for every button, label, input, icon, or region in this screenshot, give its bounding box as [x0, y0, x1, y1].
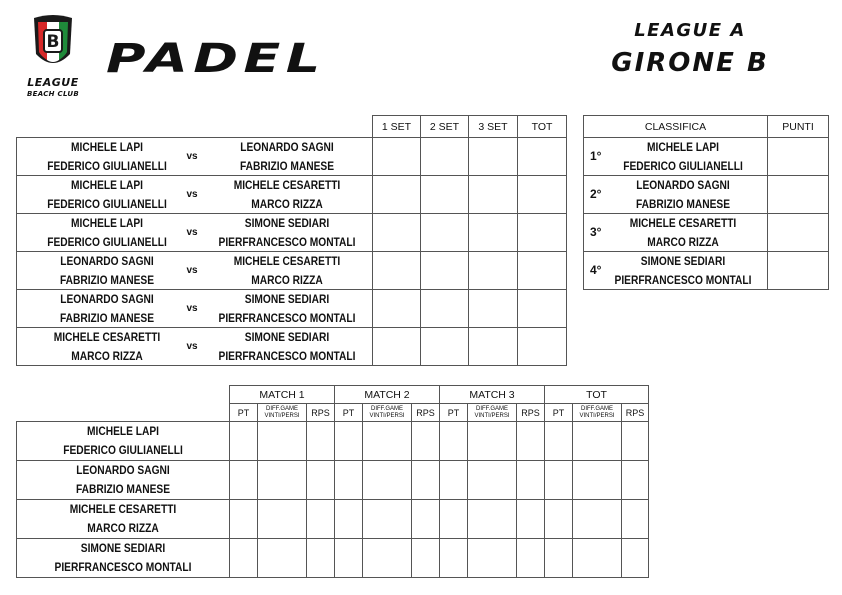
- team-player-2: FABRIZIO MANESE: [635, 197, 731, 211]
- score-cell[interactable]: [335, 500, 363, 539]
- match-row: [17, 328, 567, 366]
- logo-beach-club-text: BEACH CLUB: [27, 90, 79, 98]
- standings-team: [611, 214, 756, 252]
- score-cell[interactable]: [573, 539, 622, 578]
- away-player-1: MICHELE CESARETTI: [233, 254, 341, 268]
- summary-table: [16, 385, 649, 578]
- score-cell[interactable]: [363, 500, 412, 539]
- match-3-header: MATCH 3: [440, 386, 545, 404]
- diff-game-header: [468, 404, 517, 422]
- team-player-1: MICHELE CESARETTI: [69, 502, 177, 516]
- punti-header: PUNTI: [768, 116, 829, 138]
- team-player-2: FEDERICO GIULIANELLI: [63, 443, 183, 457]
- score-cell[interactable]: [440, 500, 468, 539]
- home-team: [31, 138, 184, 176]
- match-row: [17, 214, 567, 252]
- team-player-1: LEONARDO SAGNI: [636, 178, 730, 192]
- match-teams-cell: [17, 252, 373, 290]
- rank-position: 2°: [590, 187, 602, 201]
- vs-label: vs: [186, 151, 198, 162]
- col-header-tot: TOT: [518, 116, 567, 138]
- col-header-set-2: 2 SET: [421, 116, 469, 138]
- summary-team-row: [17, 500, 649, 539]
- set-2-score-cell[interactable]: [421, 290, 469, 328]
- score-cell[interactable]: [573, 500, 622, 539]
- set-3-score-cell[interactable]: [469, 138, 518, 176]
- vs-label: vs: [186, 265, 198, 276]
- col-header-set-1: 1 SET: [373, 116, 421, 138]
- standings-row: [584, 214, 829, 252]
- standings-team-cell: [584, 138, 768, 176]
- set-1-score-cell[interactable]: [373, 214, 421, 252]
- team-player-1: LEONARDO SAGNI: [76, 463, 170, 477]
- home-player-2: FEDERICO GIULIANELLI: [47, 197, 167, 211]
- score-cell[interactable]: [468, 539, 517, 578]
- score-cell[interactable]: [573, 422, 622, 461]
- score-cell[interactable]: [335, 461, 363, 500]
- home-player-1: MICHELE LAPI: [71, 216, 143, 230]
- summary-team-row: [17, 539, 649, 578]
- team-player-1: MICHELE CESARETTI: [629, 216, 737, 230]
- score-cell[interactable]: [307, 500, 335, 539]
- score-cell[interactable]: [230, 500, 258, 539]
- vinti-persi-label: VINTI/PERSI: [474, 412, 510, 419]
- score-cell[interactable]: [545, 422, 573, 461]
- home-player-2: FEDERICO GIULIANELLI: [47, 159, 167, 173]
- score-cell[interactable]: [545, 539, 573, 578]
- rps-header: RPS: [412, 404, 440, 422]
- team-player-1: MICHELE LAPI: [87, 424, 159, 438]
- score-cell[interactable]: [440, 539, 468, 578]
- team-player-2: PIERFRANCESCO MONTALI: [614, 273, 752, 287]
- score-cell[interactable]: [258, 461, 307, 500]
- score-cell[interactable]: [363, 461, 412, 500]
- total-score-cell[interactable]: [518, 252, 567, 290]
- score-cell[interactable]: [440, 461, 468, 500]
- score-cell[interactable]: [468, 461, 517, 500]
- summary-group-header-row: [17, 386, 649, 404]
- score-cell[interactable]: [517, 461, 545, 500]
- score-cell[interactable]: [412, 500, 440, 539]
- home-player-2: FEDERICO GIULIANELLI: [47, 235, 167, 249]
- away-player-2: MARCO RIZZA: [251, 197, 323, 211]
- standings-header-row: [584, 116, 829, 138]
- away-team: [215, 328, 360, 366]
- classifica-header: CLASSIFICA: [584, 116, 768, 138]
- away-team: [215, 252, 360, 290]
- match-2-header: MATCH 2: [335, 386, 440, 404]
- score-cell[interactable]: [335, 422, 363, 461]
- rps-header: RPS: [517, 404, 545, 422]
- match-teams-cell: [17, 290, 373, 328]
- standings-team-cell: [584, 214, 768, 252]
- score-cell[interactable]: [307, 461, 335, 500]
- set-3-score-cell[interactable]: [469, 214, 518, 252]
- set-3-score-cell[interactable]: [469, 290, 518, 328]
- total-score-cell[interactable]: [518, 328, 567, 366]
- match-row: [17, 290, 567, 328]
- home-player-1: MICHELE CESARETTI: [53, 330, 161, 344]
- set-3-score-cell[interactable]: [469, 176, 518, 214]
- match-1-header: MATCH 1: [230, 386, 335, 404]
- team-player-1: MICHELE LAPI: [647, 140, 719, 154]
- score-cell[interactable]: [517, 422, 545, 461]
- standings-team-cell: [584, 176, 768, 214]
- standings-row: [584, 176, 829, 214]
- home-team: [31, 252, 184, 290]
- standings-table: [583, 115, 829, 290]
- home-player-1: MICHELE LAPI: [71, 178, 143, 192]
- team-player-1: SIMONE SEDIARI: [640, 254, 726, 268]
- home-player-1: LEONARDO SAGNI: [60, 254, 154, 268]
- set-1-score-cell[interactable]: [373, 290, 421, 328]
- standings-team: [611, 138, 756, 176]
- standings-row: [584, 252, 829, 290]
- away-player-2: MARCO RIZZA: [251, 273, 323, 287]
- team-player-2: FABRIZIO MANESE: [75, 482, 171, 496]
- set-2-score-cell[interactable]: [421, 214, 469, 252]
- away-team: [215, 214, 360, 252]
- vs-label: vs: [186, 303, 198, 314]
- away-team: [215, 176, 360, 214]
- score-cell[interactable]: [307, 539, 335, 578]
- standings-team-cell: [584, 252, 768, 290]
- total-score-cell[interactable]: [518, 214, 567, 252]
- away-player-1: SIMONE SEDIARI: [244, 216, 330, 230]
- total-score-cell[interactable]: [518, 138, 567, 176]
- score-cell[interactable]: [622, 422, 649, 461]
- away-team: [215, 138, 360, 176]
- score-cell[interactable]: [335, 539, 363, 578]
- score-cell[interactable]: [622, 461, 649, 500]
- score-cell[interactable]: [545, 500, 573, 539]
- points-cell[interactable]: [768, 138, 829, 176]
- score-cell[interactable]: [412, 539, 440, 578]
- matches-header-row: [17, 116, 567, 138]
- score-cell[interactable]: [573, 461, 622, 500]
- logo-league-text: LEAGUE: [27, 76, 79, 89]
- total-score-cell[interactable]: [518, 176, 567, 214]
- set-3-score-cell[interactable]: [469, 328, 518, 366]
- points-cell[interactable]: [768, 176, 829, 214]
- away-player-2: PIERFRANCESCO MONTALI: [218, 311, 356, 325]
- rps-header: RPS: [307, 404, 335, 422]
- team-player-2: FEDERICO GIULIANELLI: [623, 159, 743, 173]
- score-cell[interactable]: [545, 461, 573, 500]
- vs-label: vs: [186, 189, 198, 200]
- home-player-1: MICHELE LAPI: [71, 140, 143, 154]
- match-teams-cell: [17, 214, 373, 252]
- set-2-score-cell[interactable]: [421, 252, 469, 290]
- match-teams-cell: [17, 176, 373, 214]
- home-team: [31, 214, 184, 252]
- home-player-2: MARCO RIZZA: [71, 349, 143, 363]
- score-cell[interactable]: [230, 422, 258, 461]
- set-2-score-cell[interactable]: [421, 138, 469, 176]
- col-header-set-3: 3 SET: [469, 116, 518, 138]
- home-team: [31, 290, 184, 328]
- set-2-score-cell[interactable]: [421, 176, 469, 214]
- summary-sub-header-row: [17, 404, 649, 422]
- rank-position: 4°: [590, 263, 602, 277]
- score-cell[interactable]: [468, 422, 517, 461]
- tot-header: TOT: [545, 386, 649, 404]
- team-player-1: SIMONE SEDIARI: [80, 541, 166, 555]
- group-title: GIRONE B: [611, 48, 769, 78]
- away-player-2: PIERFRANCESCO MONTALI: [218, 349, 356, 363]
- summary-team-row: [17, 461, 649, 500]
- team-player-2: MARCO RIZZA: [647, 235, 719, 249]
- summary-team-cell: [17, 461, 230, 500]
- match-teams-cell: [17, 328, 373, 366]
- score-cell[interactable]: [517, 500, 545, 539]
- set-1-score-cell[interactable]: [373, 176, 421, 214]
- home-team: [31, 176, 184, 214]
- away-player-1: MICHELE CESARETTI: [233, 178, 341, 192]
- set-1-score-cell[interactable]: [373, 138, 421, 176]
- summary-team-cell: [17, 422, 230, 461]
- home-team: [31, 328, 184, 366]
- diff-game-label: DIFF.GAME: [580, 405, 613, 412]
- diff-game-label: DIFF.GAME: [370, 405, 403, 412]
- score-cell[interactable]: [412, 461, 440, 500]
- score-cell[interactable]: [258, 500, 307, 539]
- summary-team-row: [17, 422, 649, 461]
- away-player-2: PIERFRANCESCO MONTALI: [218, 235, 356, 249]
- set-1-score-cell[interactable]: [373, 328, 421, 366]
- team-player-2: PIERFRANCESCO MONTALI: [54, 560, 192, 574]
- diff-game-header: [363, 404, 412, 422]
- match-row: [17, 252, 567, 290]
- away-player-2: FABRIZIO MANESE: [239, 159, 335, 173]
- score-cell[interactable]: [412, 422, 440, 461]
- away-player-1: SIMONE SEDIARI: [244, 292, 330, 306]
- standings-row: [584, 138, 829, 176]
- away-team: [215, 290, 360, 328]
- summary-team-cell: [17, 500, 230, 539]
- summary-team-cell: [17, 539, 230, 578]
- score-cell[interactable]: [622, 539, 649, 578]
- match-row: [17, 176, 567, 214]
- score-cell[interactable]: [440, 422, 468, 461]
- diff-game-header: [573, 404, 622, 422]
- diff-game-label: DIFF.GAME: [475, 405, 508, 412]
- score-cell[interactable]: [622, 500, 649, 539]
- match-teams-cell: [17, 138, 373, 176]
- home-player-2: FABRIZIO MANESE: [59, 311, 155, 325]
- vinti-persi-label: VINTI/PERSI: [369, 412, 405, 419]
- team-player-2: MARCO RIZZA: [87, 521, 159, 535]
- away-player-1: LEONARDO SAGNI: [240, 140, 334, 154]
- pt-header: PT: [230, 404, 258, 422]
- set-1-score-cell[interactable]: [373, 252, 421, 290]
- league-beach-club-logo: [14, 14, 92, 102]
- score-cell[interactable]: [363, 422, 412, 461]
- match-row: [17, 138, 567, 176]
- pt-header: PT: [440, 404, 468, 422]
- home-player-2: FABRIZIO MANESE: [59, 273, 155, 287]
- vinti-persi-label: VINTI/PERSI: [264, 412, 300, 419]
- away-player-1: SIMONE SEDIARI: [244, 330, 330, 344]
- diff-game-label: DIFF.GAME: [265, 405, 298, 412]
- score-cell[interactable]: [230, 539, 258, 578]
- score-cell[interactable]: [258, 422, 307, 461]
- score-cell[interactable]: [363, 539, 412, 578]
- standings-team: [611, 176, 756, 214]
- vinti-persi-label: VINTI/PERSI: [579, 412, 615, 419]
- league-title: LEAGUE A: [634, 20, 746, 41]
- total-score-cell[interactable]: [518, 290, 567, 328]
- set-2-score-cell[interactable]: [421, 328, 469, 366]
- set-3-score-cell[interactable]: [469, 252, 518, 290]
- standings-team: [611, 252, 756, 290]
- vs-label: vs: [186, 227, 198, 238]
- rank-position: 1°: [590, 149, 602, 163]
- score-cell[interactable]: [517, 539, 545, 578]
- score-cell[interactable]: [258, 539, 307, 578]
- points-cell[interactable]: [768, 252, 829, 290]
- home-player-1: LEONARDO SAGNI: [60, 292, 154, 306]
- vs-label: vs: [186, 341, 198, 352]
- score-cell[interactable]: [230, 461, 258, 500]
- rank-position: 3°: [590, 225, 602, 239]
- shield-emblem-icon: [14, 14, 92, 76]
- matches-table: [16, 115, 567, 366]
- score-cell[interactable]: [468, 500, 517, 539]
- logo-letter: B: [46, 32, 60, 52]
- score-cell[interactable]: [307, 422, 335, 461]
- pt-header: PT: [335, 404, 363, 422]
- diff-game-header: [258, 404, 307, 422]
- brand-title: PADEL: [106, 36, 326, 82]
- points-cell[interactable]: [768, 214, 829, 252]
- rps-header: RPS: [622, 404, 649, 422]
- pt-header: PT: [545, 404, 573, 422]
